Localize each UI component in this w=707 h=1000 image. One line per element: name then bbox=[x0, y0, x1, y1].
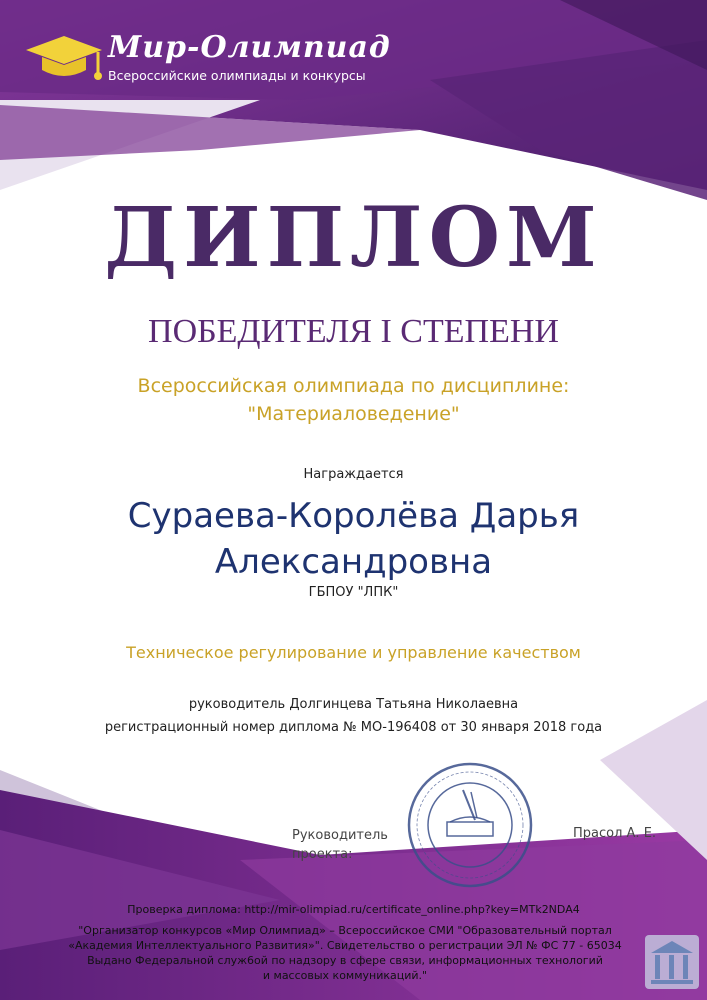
signature-label-line-1: Руководитель bbox=[292, 828, 388, 843]
signature-label bbox=[292, 826, 388, 864]
organization: ГБПОУ "ЛПК" bbox=[308, 585, 399, 600]
watermark-logo bbox=[643, 933, 701, 991]
verification-link: Проверка диплома: http://mir-olimpiad.ru/certificate_online.php?key=MTk2NDA4 bbox=[127, 903, 580, 916]
recipient-name-line-2: Александровна bbox=[214, 542, 493, 582]
footer-line-1: "Организатор конкурсов «Мир Олимпиад» – Всероссийское СМИ "Образовательный портал bbox=[78, 924, 612, 937]
logo-title: Мир-Олимпиад bbox=[108, 30, 391, 65]
footer-line-2: «Академия Интеллектуального Развития»". Свидетельство о регистрации ЭЛ № ФС 77 - 65034 bbox=[68, 939, 622, 952]
registration-number: регистрационный номер диплома № МО-196408 от 30 января 2018 года bbox=[104, 720, 603, 735]
recipient-name bbox=[0, 493, 707, 585]
footer-legal bbox=[40, 923, 650, 983]
signature-label-line-2: проекта: bbox=[292, 847, 353, 862]
official-stamp bbox=[405, 760, 535, 890]
diploma-title: ДИПЛОМ bbox=[104, 190, 603, 286]
footer-line-3: Выдано Федеральной служ6ой по надзору в сфере связи, информационных технологий bbox=[87, 954, 603, 967]
footer-line-4: и массовых коммуникаций." bbox=[262, 969, 428, 982]
diploma-degree: ПОБЕДИТЕЛЯ I СТЕПЕНИ bbox=[148, 313, 559, 350]
logo-subtitle: Всероссийские олимпиады и конкурсы bbox=[108, 68, 366, 83]
signature-name: Прасол А. Е. bbox=[573, 826, 657, 841]
awarded-label: Награждается bbox=[303, 467, 404, 482]
olympiad-line-2: "Материаловедение" bbox=[247, 403, 460, 425]
olympiad-title bbox=[0, 372, 707, 428]
graduation-cap-icon bbox=[24, 32, 104, 88]
recipient-name-line-1: Сураева-Королёва Дарья bbox=[127, 496, 580, 536]
subject: Техническое регулирование и управление качеством bbox=[126, 643, 581, 662]
olympiad-line-1: Всероссийская олимпиада по дисциплине: bbox=[137, 375, 570, 397]
mentor: руководитель Долгинцева Татьяна Николаевна bbox=[188, 697, 519, 712]
